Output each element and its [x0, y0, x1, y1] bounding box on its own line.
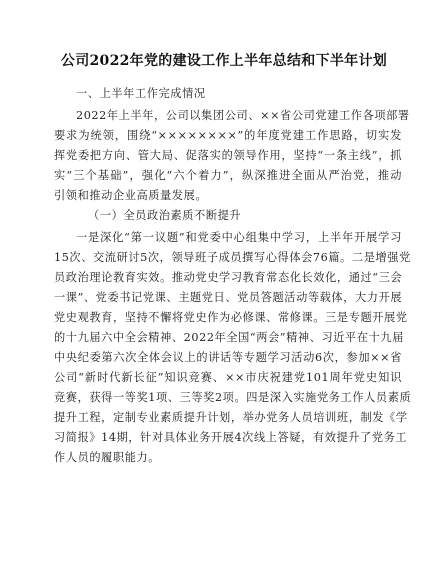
- paragraph-line: 2022年上半年，公司以集团公司、××省公司党建工作各项部署: [76, 109, 410, 122]
- paragraph-line: 一课”、党委书记党课、主题党日、党员答题活动等载体，大力开展: [54, 291, 403, 304]
- paragraph-line: 引领和推动企业高质量发展。: [54, 189, 208, 202]
- paragraph-political-quality: [54, 228, 412, 468]
- document-body: [54, 84, 412, 468]
- paragraph-line: 要求为统领，围绕“××××××××”的年度党建工作思路，切实发: [54, 129, 402, 142]
- paragraph-line: 员政治理论教育实效。推动党史学习教育常态化长效化，通过“三会: [54, 271, 403, 284]
- paragraph-line: 习简报》14期，针对具体业务开展4次线上答疑，有效提升了党务工: [54, 431, 408, 444]
- paragraph-line: 中央纪委第六次全体会议上的讲话等专题学习活动6次，参加××省: [54, 351, 402, 364]
- paragraph-line: 党史观教育，坚持不懈将党史作为必修课、常修课。三是专题开展党: [54, 311, 408, 324]
- paragraph-line: 竞赛，获得一等奖1项、三等奖2项。四是深入实施党务工作人员素质: [54, 391, 412, 404]
- subsection-heading: （一）全员政治素质不断提升: [88, 209, 242, 222]
- section-heading: 一、上半年工作完成情况: [76, 87, 206, 100]
- paragraph-line: 公司“新时代新长征”知识竞赛、××市庆祝建党101周年党史知识: [54, 371, 402, 384]
- paragraph-line: 一是深化“第一议题”和党委中心组集中学习，上半年开展学习: [76, 231, 402, 244]
- paragraph-line: 提升工程，定制专业素质提升计划，举办党务人员培训班，制发《学: [54, 411, 408, 424]
- document-title: 公司2022年党的建设工作上半年总结和下半年计划: [60, 53, 388, 69]
- paragraph-line: 作人员的履职能力。: [54, 451, 161, 464]
- paragraph-line: 15次、交流研讨5次，领导班子成员撰写心得体会76篇。二是增强党: [54, 251, 411, 264]
- paragraph-line: 的十九届六中全会精神、2022年全国“两会”精神、习近平在十九届: [54, 331, 404, 344]
- paragraph-line: 实“三个基础”，强化“六个着力”，纵深推进全面从严治党，推动: [54, 169, 402, 182]
- paragraph-line: 挥党委把方向、管大局、促落实的领导作用，坚持“一条主线”，抓: [54, 149, 402, 162]
- paragraph-work-summary: [54, 106, 410, 206]
